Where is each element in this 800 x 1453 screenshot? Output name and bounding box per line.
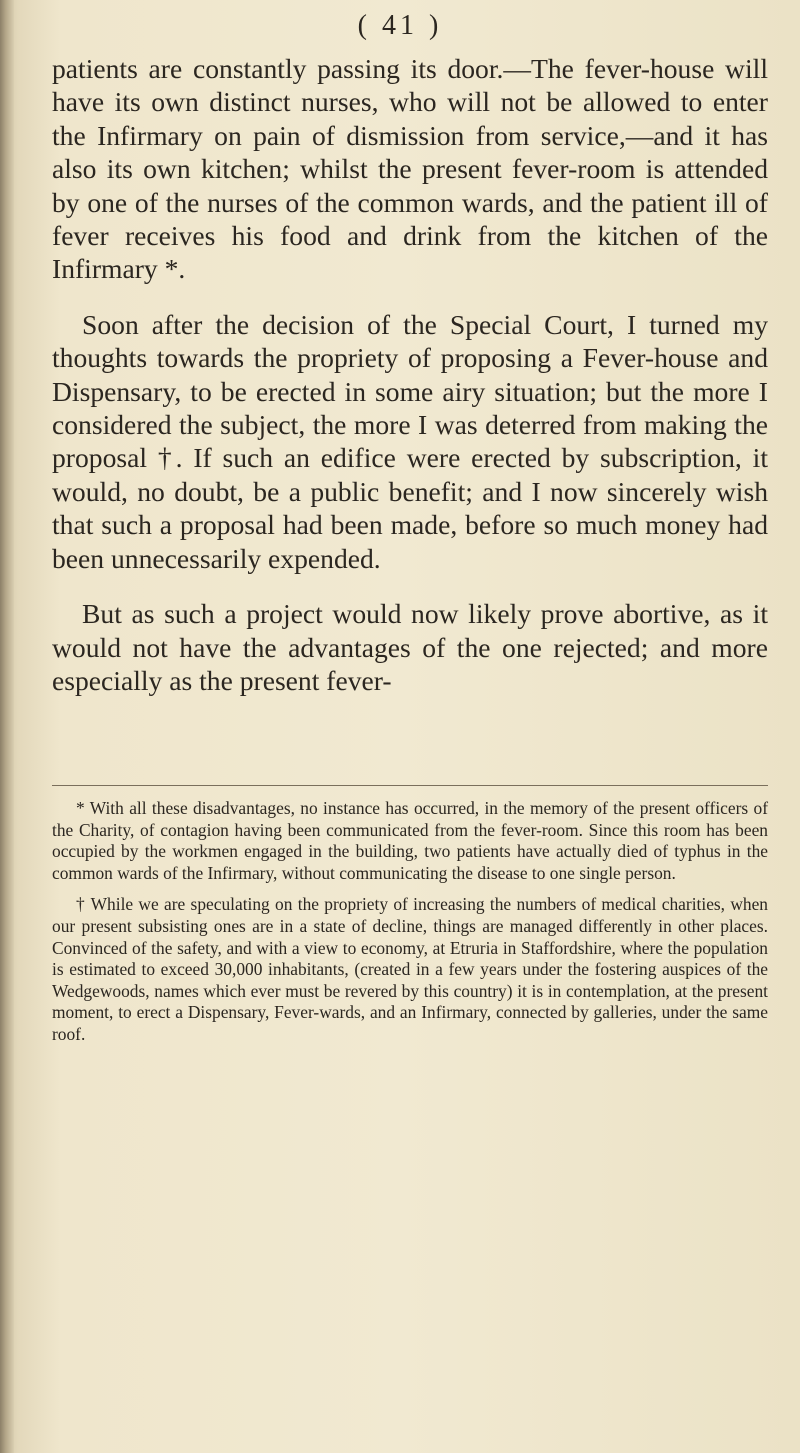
page-number: ( 41 ) — [357, 10, 443, 41]
paragraph-3: But as such a project would now likely prove abortive, as it would not have the advantages of the one rejected; and more especially as the present fever- — [52, 598, 768, 696]
main-text — [52, 52, 768, 719]
page-gutter — [0, 0, 14, 1453]
paragraph-2: Soon after the decision of the Special Court, I turned my thoughts towards the propriety of proposing a Fever-house and Dispensary, to be erected in some airy situation; but the more I considered the subject, the more I was deterred from making the proposal †. If such an edifice were erected by subscription, it would, no doubt, be a public benefit; and I now sincerely wish that such a proposal had been made, before so much money had been unnecessarily expended. — [52, 308, 768, 574]
footnote-asterisk: * With all these disadvantages, no instance has occurred, in the memory of the present officers of the Charity, of contagion having been communicated from the fever-room. Since this room has been occupied by the workmen engaged in the building, two patients have actually died of typhus in the common wards of the Infirmary, without communicating the disease to one single person. — [52, 798, 768, 883]
footnote-dagger: † While we are speculating on the propriety of increasing the numbers of medical charities, when our present subsisting ones are in a state of decline, things are managed differently in other places. Convinced of the safety, and with a view to economy, at Etruria in Staffordshire, where the population is estimated to exceed 30,000 inhabitants, (created in a few years under the fostering auspices of the Wedgewoods, names which ever must be revered by this country) it is in contemplation, at the present moment, to erect a Dispensary, Fever-wards, and an Infirmary, connected by galleries, under the same roof. — [52, 894, 768, 1044]
footnotes — [52, 798, 768, 1056]
paragraph-1: patients are constantly passing its door.—The fever-house will have its own distinct nurses, who will not be allowed to enter the Infirmary on pain of dismission from service,—and it has also its own kitchen; whilst the present fever-room is attended by one of the nurses of the common wards, and the patient ill of fever receives his food and drink from the kitchen of the Infirmary *. — [52, 53, 768, 285]
footnote-rule — [52, 785, 768, 787]
